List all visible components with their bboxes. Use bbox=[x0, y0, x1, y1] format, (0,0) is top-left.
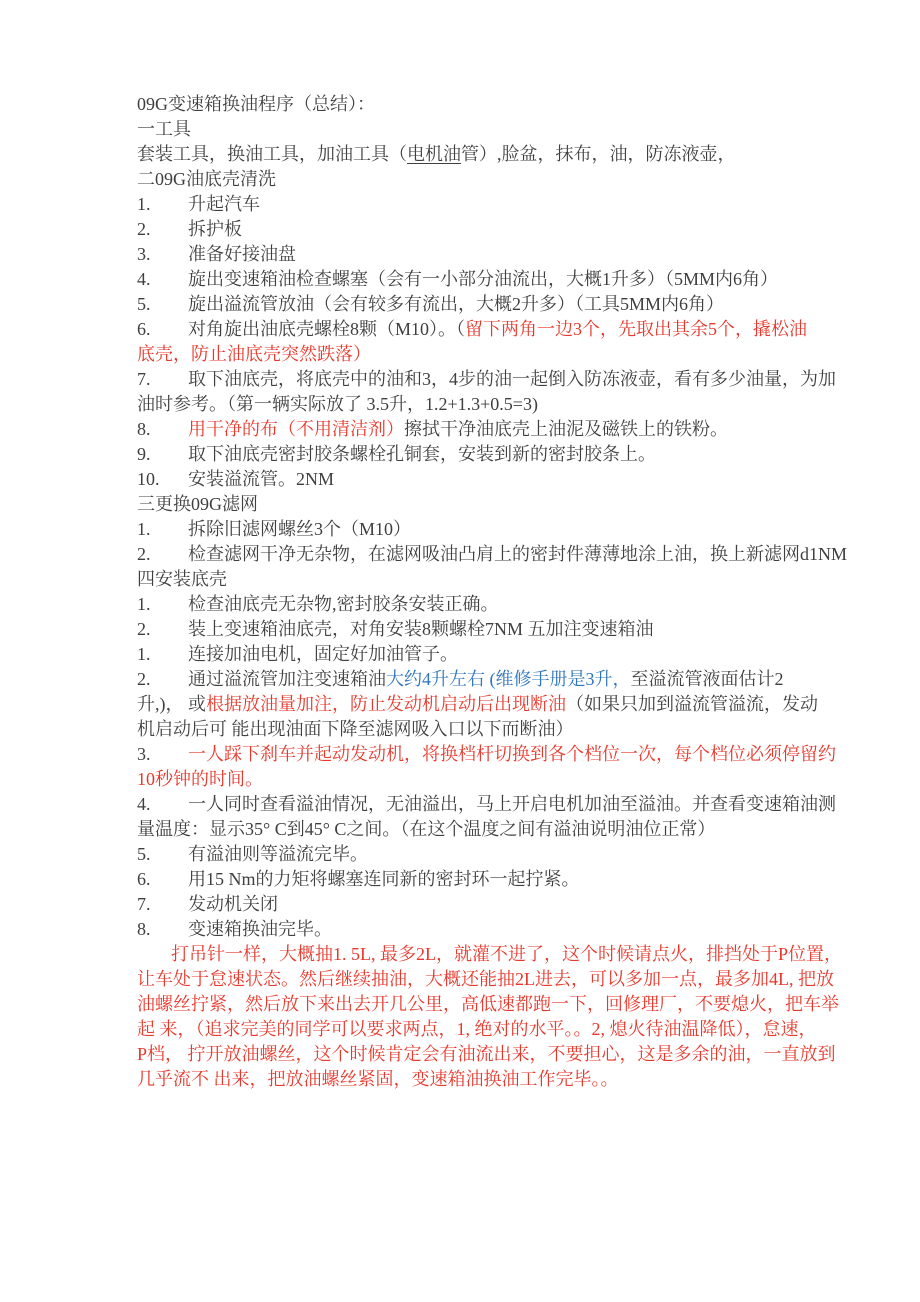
text-segment: 09G变速箱换油程序（总结）： bbox=[137, 94, 375, 114]
text-segment: 起 来，（追求完美的同学可以要求两点，1, 绝对的水平。。2, 熄火待油温降低），怠速， bbox=[137, 1019, 817, 1039]
doc-line bbox=[137, 1017, 817, 1042]
doc-line bbox=[137, 142, 807, 167]
text-segment: 旋出溢流管放油（会有较多有流出，大概2升多）（工具5MM内6角） bbox=[188, 294, 725, 314]
list-number: 2. bbox=[137, 219, 151, 239]
text-segment: 擦拭干净油底壳上油泥及磁铁上的铁粉。 bbox=[404, 419, 728, 439]
text-segment: 用15 Nm的力矩将螺塞连同新的密封环一起拧紧。 bbox=[188, 869, 580, 889]
text-segment: 一人同时查看溢油情况，无油溢出，马上开启电机加油至溢油。并查看变速箱油测 bbox=[188, 794, 836, 814]
doc-line bbox=[137, 742, 836, 767]
text-segment: 根据放油量加注，防止发动机启动后出现断油 bbox=[206, 694, 566, 714]
text-segment: 发动机关闭 bbox=[188, 894, 278, 914]
doc-line bbox=[137, 192, 807, 217]
doc-line bbox=[137, 767, 807, 792]
list-number: 2. bbox=[137, 669, 151, 689]
doc-line bbox=[137, 317, 807, 342]
doc-line bbox=[137, 292, 807, 317]
text-segment: 取下油底壳，将底壳中的油和3，4步的油一起倒入防冻液壶，看有多少油量，为加 bbox=[188, 369, 836, 389]
text-segment: 10秒钟的时间。 bbox=[137, 769, 263, 789]
list-number: 6. bbox=[137, 869, 151, 889]
text-segment: 准备好接油盘 bbox=[188, 244, 296, 264]
text-segment: 连接加油电机，固定好加油管子。 bbox=[188, 644, 458, 664]
text-segment: 大约4升左右 (维修手册是3升， bbox=[386, 669, 631, 689]
list-number: 2. bbox=[137, 544, 151, 564]
doc-line bbox=[137, 542, 848, 567]
doc-line bbox=[137, 167, 807, 192]
text-segment: 变速箱换油完毕。 bbox=[188, 919, 332, 939]
text-segment: 通过溢流管加注变速箱油 bbox=[188, 669, 386, 689]
doc-line bbox=[137, 592, 807, 617]
list-number: 10. bbox=[137, 469, 160, 489]
doc-line bbox=[137, 367, 836, 392]
doc-line bbox=[137, 942, 842, 967]
text-segment: 几乎流不 出来，把放油螺丝紧固，变速箱油换油工作完毕。。 bbox=[137, 1069, 619, 1089]
list-number: 7. bbox=[137, 369, 151, 389]
doc-title bbox=[137, 92, 807, 117]
list-number: 4. bbox=[137, 269, 151, 289]
text-segment: 升起汽车 bbox=[188, 194, 260, 214]
text-segment: （如果只加到溢流管溢流，发动 bbox=[566, 694, 818, 714]
text-segment: 三更换09G滤网 bbox=[137, 494, 258, 514]
doc-line bbox=[137, 117, 807, 142]
list-number: 1. bbox=[137, 644, 151, 664]
doc-line bbox=[137, 642, 807, 667]
text-segment: 让车处于怠速状态。然后继续抽油，大概还能抽2L进去，可以多加一点，最多加4L, 把放 bbox=[137, 969, 834, 989]
doc-line bbox=[137, 467, 807, 492]
list-number: 1. bbox=[137, 194, 151, 214]
text-segment: 用干净的布（不用清洁剂） bbox=[188, 419, 404, 439]
text-segment: 打吊针一样，大概抽1. 5L, 最多2L，就灌不进了，这个时候请点火，排挡处于P位置， bbox=[171, 944, 842, 964]
text-segment: 取下油底壳密封胶条螺栓孔铜套，安装到新的密封胶条上。 bbox=[188, 444, 656, 464]
text-segment: 检查油底壳无杂物,密封胶条安装正确。 bbox=[188, 594, 499, 614]
doc-line bbox=[137, 692, 818, 717]
doc-line bbox=[137, 792, 836, 817]
list-number: 8. bbox=[137, 419, 151, 439]
doc-line bbox=[137, 967, 834, 992]
list-number: 9. bbox=[137, 444, 151, 464]
text-segment: 升,)， 或 bbox=[137, 694, 206, 714]
doc-line bbox=[137, 1067, 807, 1092]
text-segment: 装上变速箱油底壳，对角安装8颗螺栓7NM 五加注变速箱油 bbox=[188, 619, 654, 639]
text-segment: 四安装底壳 bbox=[137, 569, 227, 589]
text-segment: P档， 拧开放油螺丝，这个时候肯定会有油流出来，不要担心，这是多余的油，一直放到 bbox=[137, 1044, 836, 1064]
list-number: 3. bbox=[137, 744, 151, 764]
text-segment: 电机油 bbox=[407, 144, 461, 164]
text-segment: 对角旋出油底壳螺栓8颗（M10）。（ bbox=[188, 319, 466, 339]
doc-line bbox=[137, 567, 807, 592]
doc-line bbox=[137, 392, 807, 417]
text-segment: 有溢油则等溢流完毕。 bbox=[188, 844, 368, 864]
list-number: 1. bbox=[137, 519, 151, 539]
text-segment: 一人踩下刹车并起动发动机，将换档杆切换到各个档位一次，每个档位必须停留约 bbox=[188, 744, 836, 764]
text-segment: 留下两角一边3个，先取出其余5个，撬松油 bbox=[465, 319, 808, 339]
list-number: 5. bbox=[137, 294, 151, 314]
doc-line bbox=[137, 267, 807, 292]
list-number: 6. bbox=[137, 319, 151, 339]
text-segment: 拆除旧滤网螺丝3个（M10） bbox=[188, 519, 412, 539]
doc-line bbox=[137, 442, 807, 467]
doc-line bbox=[137, 1042, 836, 1067]
doc-line bbox=[137, 867, 807, 892]
text-segment: 管）,脸盆，抹布，油，防冻液壶， bbox=[461, 144, 736, 164]
doc-line bbox=[137, 617, 807, 642]
list-number: 3. bbox=[137, 244, 151, 264]
text-segment: 安装溢流管。2NM bbox=[188, 469, 335, 489]
text-segment: 量温度：显示35° C到45° C之间。（在这个温度之间有溢油说明油位正常） bbox=[137, 819, 716, 839]
doc-line bbox=[137, 892, 807, 917]
document-body bbox=[137, 92, 848, 1092]
text-segment: 底壳，防止油底壳突然跌落） bbox=[137, 344, 371, 364]
text-segment: 旋出变速箱油检查螺塞（会有一小部分油流出，大概1升多）（5MM内6角） bbox=[188, 269, 779, 289]
text-segment: 套装工具，换油工具，加油工具（ bbox=[137, 144, 407, 164]
list-number: 2. bbox=[137, 619, 151, 639]
doc-line bbox=[137, 717, 807, 742]
list-number: 4. bbox=[137, 794, 151, 814]
doc-line bbox=[137, 342, 807, 367]
doc-line bbox=[137, 817, 807, 842]
text-segment: 至溢流管液面估计2 bbox=[630, 669, 784, 689]
list-number: 1. bbox=[137, 594, 151, 614]
text-segment: 油时参考。（第一辆实际放了 3.5升，1.2+1.3+0.5=3) bbox=[137, 394, 538, 414]
list-number: 8. bbox=[137, 919, 151, 939]
doc-line bbox=[137, 417, 807, 442]
text-segment: 二09G油底壳清洗 bbox=[137, 169, 276, 189]
text-segment: 拆护板 bbox=[188, 219, 242, 239]
doc-line bbox=[137, 217, 807, 242]
doc-line bbox=[137, 517, 807, 542]
doc-line bbox=[137, 492, 807, 517]
text-segment: 一工具 bbox=[137, 119, 191, 139]
text-segment: 油螺丝拧紧，然后放下来出去开几公里，高低速都跑一下，回修理厂，不要熄火，把车举 bbox=[137, 994, 839, 1014]
doc-line bbox=[137, 667, 807, 692]
doc-line bbox=[137, 917, 807, 942]
doc-line bbox=[137, 842, 807, 867]
list-number: 5. bbox=[137, 844, 151, 864]
doc-line bbox=[137, 242, 807, 267]
text-segment: 检查滤网干净无杂物，在滤网吸油凸肩上的密封件薄薄地涂上油，换上新滤网d1NM bbox=[188, 544, 848, 564]
doc-line bbox=[137, 992, 839, 1017]
text-segment: 机启动后可 能出现油面下降至滤网吸入口以下而断油） bbox=[137, 719, 574, 739]
list-number: 7. bbox=[137, 894, 151, 914]
